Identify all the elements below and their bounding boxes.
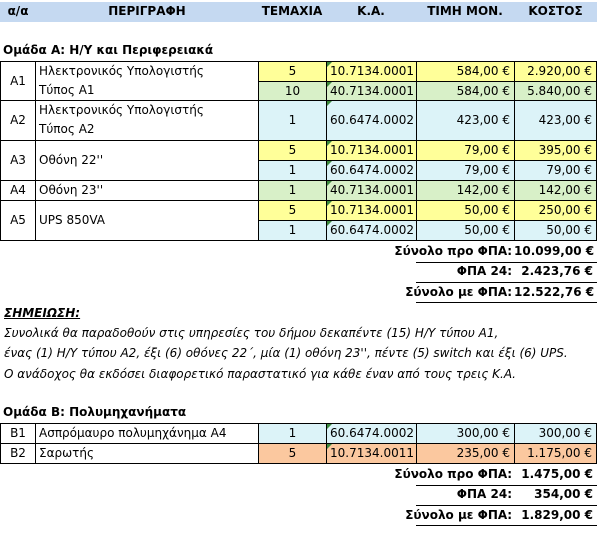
comment-marker-icon	[327, 181, 332, 186]
row-desc-a1-line2: Τύπος Α1	[39, 83, 95, 97]
qty-cell[interactable]: 1	[258, 100, 327, 141]
cost-cell[interactable]: 2.920,00 €	[514, 61, 597, 82]
row-id-b1: B1	[0, 423, 36, 444]
qty-cell[interactable]: 1	[258, 180, 327, 201]
price-cell[interactable]: 235,00 €	[416, 443, 515, 464]
comment-marker-icon	[327, 62, 332, 67]
ka-value: 40.7134.0001	[330, 183, 414, 197]
group-b-vat-value: 354,00 €	[534, 487, 593, 501]
cost-cell[interactable]: 423,00 €	[514, 100, 597, 141]
cost-cell[interactable]: 50,00 €	[514, 220, 597, 241]
ka-cell[interactable]	[326, 423, 417, 444]
row-id-a1: A1	[0, 61, 36, 101]
ka-value: 60.6474.0002	[330, 426, 414, 440]
row-desc-a3: Οθόνη 22''	[35, 140, 259, 181]
comment-marker-icon	[327, 444, 332, 449]
group-b-gross-label: Σύνολο με ΦΠΑ:	[405, 508, 512, 522]
comment-marker-icon	[327, 101, 332, 106]
ka-cell[interactable]	[326, 180, 417, 201]
header-unit-price: ΤΙΜΗ ΜΟΝ.	[416, 2, 514, 22]
qty-cell[interactable]: 5	[258, 140, 327, 161]
price-cell[interactable]: 79,00 €	[416, 140, 515, 161]
group-b-net-label: Σύνολο προ ΦΠΑ:	[394, 467, 512, 481]
price-cell[interactable]: 584,00 €	[416, 61, 515, 82]
divider	[416, 525, 597, 526]
price-cell[interactable]: 423,00 €	[416, 100, 515, 141]
comment-marker-icon	[327, 221, 332, 226]
price-cell[interactable]: 584,00 €	[416, 81, 515, 101]
row-desc-b1: Ασπρόμαυρο πολυμηχάνημα Α4	[35, 423, 259, 444]
row-id-a2: A2	[0, 100, 36, 141]
group-b-title: Ομάδα Β: Πολυμηχανήματα	[3, 405, 187, 419]
row-id-a3: A3	[0, 140, 36, 181]
comment-marker-icon	[327, 141, 332, 146]
note-line-3: Ο ανάδοχος θα εκδόσει διαφορετικό παραστατικό για κάθε έναν από τους τρεις Κ.Α.	[4, 367, 516, 381]
ka-cell[interactable]	[326, 220, 417, 241]
comment-marker-icon	[327, 201, 332, 206]
ka-cell[interactable]	[326, 443, 417, 464]
ka-cell[interactable]	[326, 140, 417, 161]
row-id-b2: B2	[0, 443, 36, 464]
ka-value: 40.7134.0001	[330, 84, 414, 98]
qty-cell[interactable]: 5	[258, 61, 327, 82]
header-aa: α/α	[0, 2, 36, 22]
header-pieces: ΤΕΜΑΧΙΑ	[258, 2, 326, 22]
cost-cell[interactable]: 1.175,00 €	[514, 443, 597, 464]
comment-marker-icon	[327, 424, 332, 429]
group-a-title: Ομάδα Α: Η/Υ και Περιφερειακά	[3, 43, 214, 57]
group-a-gross-value: 12.522,76 €	[514, 285, 595, 299]
note-line-1: Συνολικά θα παραδοθούν στις υπηρεσίες του δήμου δεκαπέντε (15) Η/Υ τύπου Α1,	[4, 326, 499, 340]
row-desc-b2: Σαρωτής	[35, 443, 259, 464]
header-cost: ΚΟΣΤΟΣ	[514, 2, 597, 22]
note-title: ΣΗΜΕΙΩΣΗ:	[4, 306, 81, 320]
group-b-vat-label: ΦΠΑ 24:	[456, 487, 512, 501]
comment-marker-icon	[327, 82, 332, 87]
ka-value: 10.7134.0001	[330, 203, 414, 217]
group-a-gross-label: Σύνολο με ΦΠΑ:	[405, 285, 512, 299]
row-desc-a1-line1: Ηλεκτρονικός Υπολογιστής	[39, 64, 204, 78]
group-b-net-value: 1.475,00 €	[521, 467, 593, 481]
price-cell[interactable]: 300,00 €	[416, 423, 515, 444]
note-line-2: ένας (1) Η/Υ τύπου Α2, έξι (6) οθόνες 22΄, μία (1) οθόνη 23'', πέντε (5) switch και έξι (6) UPS.	[4, 346, 568, 360]
group-a-net-value: 10.099,00 €	[514, 244, 595, 258]
cost-cell[interactable]: 300,00 €	[514, 423, 597, 444]
qty-cell[interactable]: 5	[258, 200, 327, 221]
row-desc-a2	[35, 100, 259, 141]
price-cell[interactable]: 79,00 €	[416, 160, 515, 181]
ka-cell[interactable]	[326, 160, 417, 181]
cost-cell[interactable]: 250,00 €	[514, 200, 597, 221]
qty-cell[interactable]: 1	[258, 423, 327, 444]
group-a-vat-value: 2.423,76 €	[521, 264, 593, 278]
row-desc-a5: UPS 850VA	[35, 200, 259, 241]
header-ka: Κ.Α.	[326, 2, 416, 22]
price-cell[interactable]: 142,00 €	[416, 180, 515, 201]
group-a-vat-label: ΦΠΑ 24:	[456, 264, 512, 278]
ka-cell[interactable]	[326, 100, 417, 141]
qty-cell[interactable]: 10	[258, 81, 327, 101]
ka-cell[interactable]	[326, 81, 417, 101]
ka-value: 10.7134.0001	[330, 143, 414, 157]
qty-cell[interactable]: 1	[258, 160, 327, 181]
ka-value: 10.7134.0011	[330, 446, 414, 460]
header-description: ΠΕΡΙΓΡΑΦΗ	[36, 2, 258, 22]
cost-cell[interactable]: 79,00 €	[514, 160, 597, 181]
row-desc-a2-line2: Τύπος Α2	[39, 122, 95, 136]
ka-value: 60.6474.0002	[330, 163, 414, 177]
row-desc-a4: Οθόνη 23''	[35, 180, 259, 201]
ka-cell[interactable]	[326, 61, 417, 82]
qty-cell[interactable]: 1	[258, 220, 327, 241]
ka-cell[interactable]	[326, 200, 417, 221]
group-a-net-label: Σύνολο προ ΦΠΑ:	[394, 244, 512, 258]
row-id-a5: A5	[0, 200, 36, 241]
row-id-a4: A4	[0, 180, 36, 201]
ka-value: 10.7134.0001	[330, 64, 414, 78]
cost-cell[interactable]: 5.840,00 €	[514, 81, 597, 101]
divider	[416, 302, 597, 303]
group-b-gross-value: 1.829,00 €	[521, 508, 593, 522]
comment-marker-icon	[327, 161, 332, 166]
cost-cell[interactable]: 142,00 €	[514, 180, 597, 201]
cost-cell[interactable]: 395,00 €	[514, 140, 597, 161]
row-desc-a2-line1: Ηλεκτρονικός Υπολογιστής	[39, 103, 204, 117]
row-desc-a1	[35, 61, 259, 101]
ka-value: 60.6474.0002	[330, 223, 414, 237]
price-cell[interactable]: 50,00 €	[416, 220, 515, 241]
ka-value: 60.6474.0002	[330, 113, 414, 127]
price-cell[interactable]: 50,00 €	[416, 200, 515, 221]
qty-cell[interactable]: 5	[258, 443, 327, 464]
